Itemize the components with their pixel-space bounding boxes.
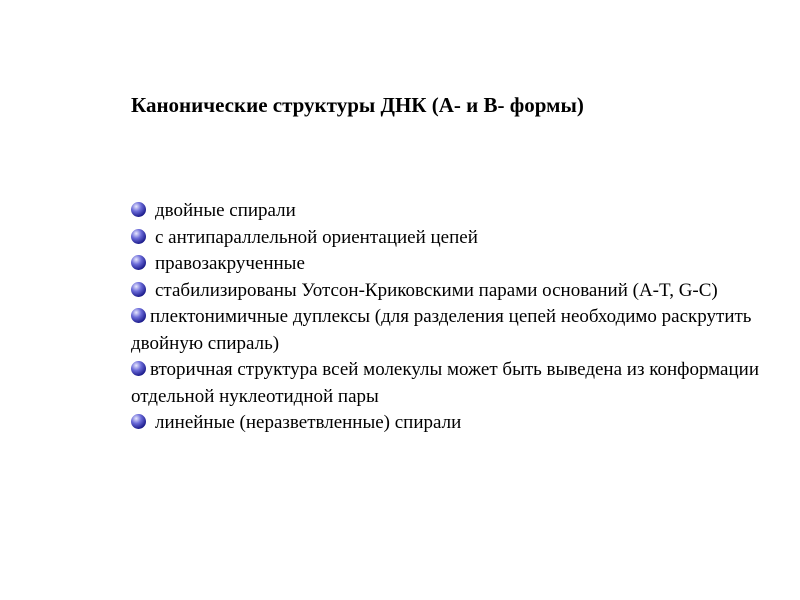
list-item	[131, 225, 761, 252]
list-item	[131, 251, 761, 278]
list-item	[131, 278, 761, 305]
sphere-bullet-icon	[131, 361, 146, 376]
list-item	[131, 357, 761, 410]
sphere-bullet-icon	[131, 202, 146, 217]
sphere-bullet-icon	[131, 229, 146, 244]
sphere-bullet-icon	[131, 282, 146, 297]
bullet-list	[131, 198, 761, 437]
sphere-bullet-icon	[131, 414, 146, 429]
bullet-text: вторичная структура всей молекулы может быть выведена из конформации отдельной нуклеотидной пары	[131, 359, 759, 407]
slide-title: Канонические структуры ДНК (А- и В- формы)	[131, 93, 584, 117]
bullet-text: стабилизированы Уотсон-Криковскими парами оснований (A-T, G-C)	[155, 279, 718, 301]
list-item	[131, 198, 761, 225]
bullet-text: с антипараллельной ориентацией цепей	[155, 226, 478, 248]
sphere-bullet-icon	[131, 255, 146, 270]
list-item	[131, 410, 761, 437]
bullet-text: линейные (неразветвленные) спирали	[155, 412, 462, 433]
bullet-text: двойные спирали	[155, 200, 296, 221]
bullet-text: плектонимичные дуплексы (для разделения цепей необходимо раскрутить двойную спираль)	[131, 306, 752, 354]
bullet-text: правозакрученные	[155, 253, 305, 274]
list-item	[131, 304, 761, 357]
sphere-bullet-icon	[131, 308, 146, 323]
